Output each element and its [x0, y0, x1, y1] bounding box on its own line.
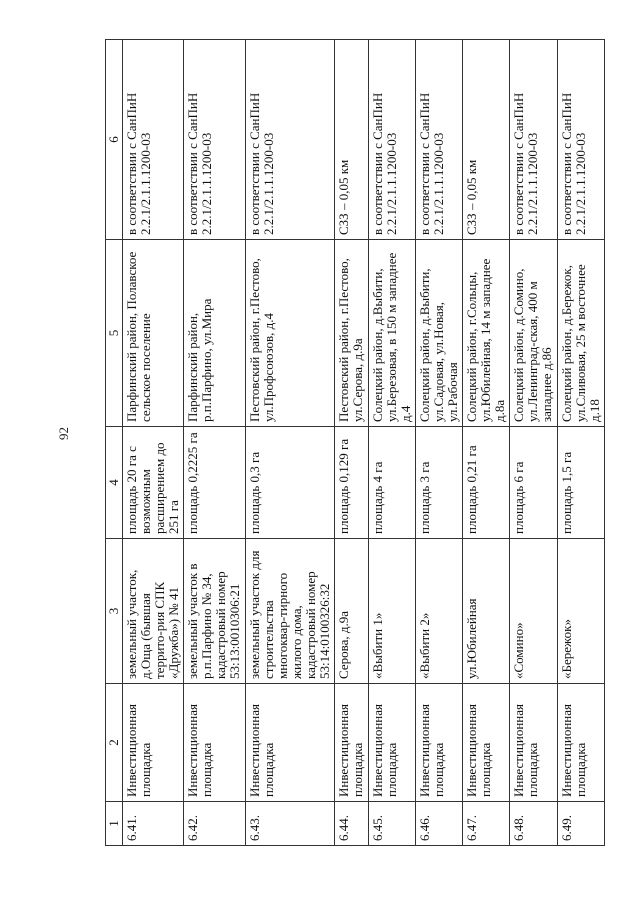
column-header-5: 5 — [106, 240, 123, 427]
table-row — [415, 40, 462, 846]
site-area: площадь 3 га — [415, 427, 462, 539]
row-number: 6.47. — [463, 802, 510, 846]
site-location: Пестовский район, г.Пестово, ул.Профсоюзов, д.4 — [245, 240, 335, 427]
site-area: площадь 0,2225 га — [184, 427, 245, 539]
sanitary-zone: СЗЗ – 0,05 км — [463, 40, 510, 240]
site-type: Инвестиционная площадка — [368, 684, 415, 802]
site-area: площадь 0,3 га — [245, 427, 335, 539]
table-row — [123, 40, 184, 846]
site-name: земельный участок в р.п.Парфино № 34, кадастровый номер 53:13:0010306:21 — [184, 539, 245, 684]
site-type: Инвестиционная площадка — [123, 684, 184, 802]
row-number: 6.41. — [123, 802, 184, 846]
table-row — [335, 40, 368, 846]
row-number: 6.48. — [510, 802, 557, 846]
site-area: площадь 6 га — [510, 427, 557, 539]
site-type: Инвестиционная площадка — [245, 684, 335, 802]
sanitary-zone: в соответствии с СанПиН 2.2.1/2.1.1.1200-03 — [123, 40, 184, 240]
site-location: Солецкий район, г.Сольцы, ул.Юбилейная, 14 м западнее д.8а — [463, 240, 510, 427]
sanitary-zone: в соответствии с СанПиН 2.2.1/2.1.1.1200-03 — [557, 40, 604, 240]
header-row — [106, 40, 123, 846]
site-location: Солецкий район, д.Сомино, ул.Ленинград-ская, 400 м западнее д.86 — [510, 240, 557, 427]
table-row — [245, 40, 335, 846]
site-area: площадь 20 га с возможным расширением до 251 га — [123, 427, 184, 539]
site-area: площадь 0,21 га — [463, 427, 510, 539]
site-location: Пестовский район, г.Пестово, ул.Серова, д.9а — [335, 240, 368, 427]
table-row — [463, 40, 510, 846]
table-row — [368, 40, 415, 846]
site-area: площадь 0,129 га — [335, 427, 368, 539]
sanitary-zone: в соответствии с СанПиН 2.2.1/2.1.1.1200-03 — [184, 40, 245, 240]
sanitary-zone: СЗЗ – 0,05 км — [335, 40, 368, 240]
site-location: Солецкий район, д.Выбити, ул.Садовая, ул.Новая, ул.Рабочая — [415, 240, 462, 427]
site-name: «Бережок» — [557, 539, 604, 684]
site-location: Солецкий район, д.Выбити, ул.Березовая, в 150 м западнее д.4 — [368, 240, 415, 427]
column-header-2: 2 — [106, 684, 123, 802]
site-type: Инвестиционная площадка — [463, 684, 510, 802]
row-number: 6.46. — [415, 802, 462, 846]
site-type: Инвестиционная площадка — [415, 684, 462, 802]
site-location: Солецкий район, д.Бережок, ул.Сливовая, 25 м восточнее д.18 — [557, 240, 604, 427]
sanitary-zone: в соответствии с СанПиН 2.2.1/2.1.1.1200-03 — [510, 40, 557, 240]
site-location: Парфинский район, Полавское сельское поселение — [123, 240, 184, 427]
site-type: Инвестиционная площадка — [335, 684, 368, 802]
site-area: площадь 1,5 га — [557, 427, 604, 539]
column-header-4: 4 — [106, 427, 123, 539]
rotated-table-container — [105, 40, 605, 846]
column-header-1: 1 — [106, 802, 123, 846]
row-number: 6.42. — [184, 802, 245, 846]
site-name: «Сомино» — [510, 539, 557, 684]
site-area: площадь 4 га — [368, 427, 415, 539]
site-type: Инвестиционная площадка — [557, 684, 604, 802]
column-header-3: 3 — [106, 539, 123, 684]
site-name: ул.Юбилейная — [463, 539, 510, 684]
site-type: Инвестиционная площадка — [510, 684, 557, 802]
table-row — [557, 40, 604, 846]
site-name: земельный участок для строительства многоквар-тирного жилого дома, кадастровый номер 53:14:0100326:32 — [245, 539, 335, 684]
row-number: 6.44. — [335, 802, 368, 846]
row-number: 6.45. — [368, 802, 415, 846]
page-number: 92 — [56, 427, 71, 440]
sanitary-zone: в соответствии с СанПиН 2.2.1/2.1.1.1200-03 — [415, 40, 462, 240]
sanitary-zone: в соответствии с СанПиН 2.2.1/2.1.1.1200-03 — [368, 40, 415, 240]
column-header-6: 6 — [106, 40, 123, 240]
row-number: 6.49. — [557, 802, 604, 846]
table-row — [184, 40, 245, 846]
site-name: Серова, д.9а — [335, 539, 368, 684]
site-name: земельный участок, д.Оща (бывшая террито-рия СПК «Дружба») № 41 — [123, 539, 184, 684]
site-name: «Выбити 1» — [368, 539, 415, 684]
row-number: 6.43. — [245, 802, 335, 846]
investment-sites-table — [105, 39, 605, 846]
site-location: Парфинский район, р.п.Парфино, ул.Мира — [184, 240, 245, 427]
table-row — [510, 40, 557, 846]
site-type: Инвестиционная площадка — [184, 684, 245, 802]
site-name: «Выбити 2» — [415, 539, 462, 684]
sanitary-zone: в соответствии с СанПиН 2.2.1/2.1.1.1200-03 — [245, 40, 335, 240]
